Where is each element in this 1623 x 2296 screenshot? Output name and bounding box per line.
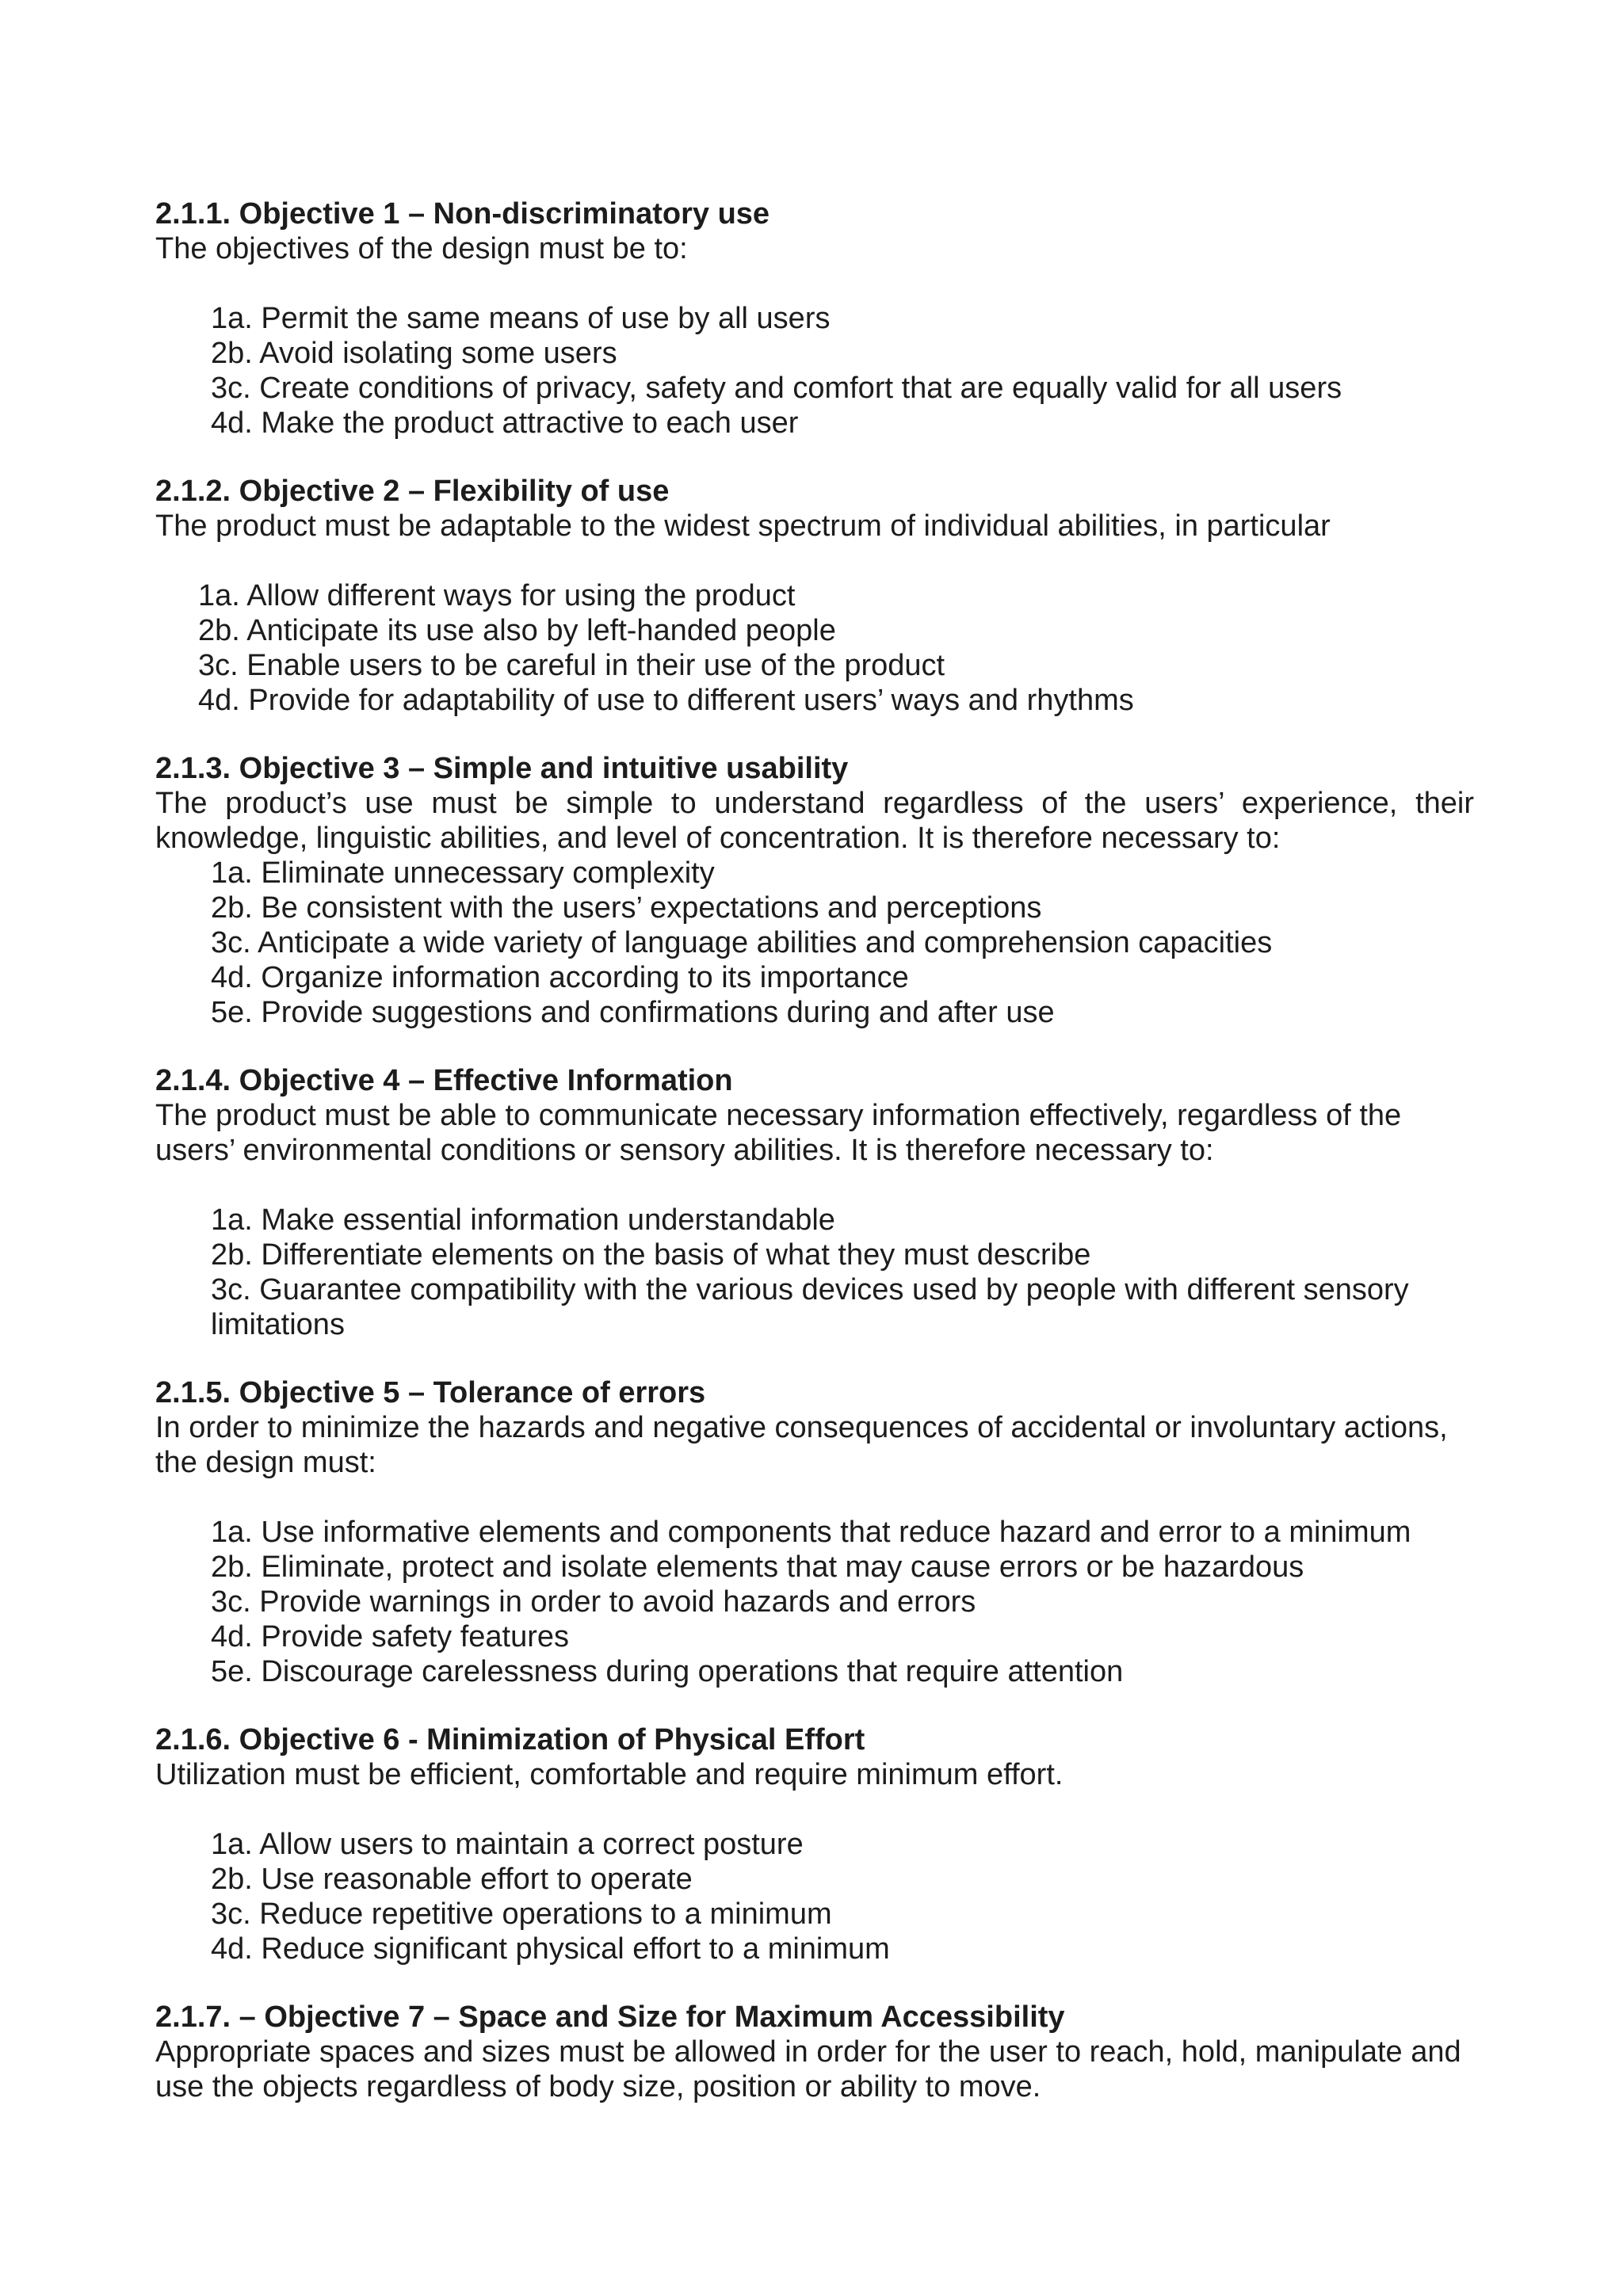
- list-item: 2b. Eliminate, protect and isolate elements that may cause errors or be hazardous: [211, 1550, 1304, 1584]
- objective-list: [155, 578, 1474, 718]
- list-item: 1a. Permit the same means of use by all users: [211, 302, 831, 335]
- document-body: [155, 196, 1474, 2138]
- section-intro: In order to minimize the hazards and negative consequences of accidental or involuntary actions, the design must:: [155, 1411, 1448, 1479]
- section-objective-5: [155, 1375, 1474, 1689]
- objective-list: [155, 301, 1474, 441]
- list-item: 1a. Eliminate unnecessary complexity: [211, 856, 715, 890]
- section-objective-1: [155, 196, 1474, 441]
- list-item: 3c. Enable users to be careful in their use of the product: [198, 649, 945, 682]
- section-heading: 2.1.1. Objective 1 – Non-discriminatory use: [155, 197, 770, 231]
- list-item: 4d. Provide safety features: [211, 1620, 570, 1653]
- section-intro: The objectives of the design must be to:: [155, 232, 688, 265]
- objective-list: [155, 1515, 1474, 1689]
- list-item: 2b. Use reasonable effort to operate: [211, 1863, 693, 1896]
- list-item: 1a. Make essential information understandable: [211, 1203, 835, 1237]
- list-item: 3c. Anticipate a wide variety of language abilities and comprehension capacities: [211, 926, 1273, 959]
- section-intro: Utilization must be efficient, comfortable and require minimum effort.: [155, 1758, 1064, 1791]
- section-heading: 2.1.3. Objective 3 – Simple and intuitive usability: [155, 752, 849, 785]
- list-item: 1a. Use informative elements and components that reduce hazard and error to a minimum: [211, 1516, 1411, 1549]
- list-item: 3c. Provide warnings in order to avoid hazards and errors: [211, 1585, 976, 1619]
- section-intro: The product must be able to communicate necessary information effectively, regardless of the users’ environmental conditions or sensory abilities. It is therefore necessary to:: [155, 1099, 1402, 1167]
- list-item: 5e. Discourage carelessness during operations that require attention: [211, 1655, 1124, 1688]
- section-objective-6: [155, 1722, 1474, 1966]
- section-objective-7: [155, 2000, 1474, 2104]
- section-heading: 2.1.2. Objective 2 – Flexibility of use: [155, 475, 670, 508]
- list-item: 3c. Guarantee compatibility with the various devices used by people with different sensory limitations: [211, 1273, 1409, 1341]
- section-objective-2: [155, 474, 1474, 718]
- section-intro: The product must be adaptable to the widest spectrum of individual abilities, in particular: [155, 509, 1331, 543]
- section-objective-3: [155, 751, 1474, 1030]
- objective-list: [155, 1827, 1474, 1966]
- list-item: 5e. Provide suggestions and confirmations during and after use: [211, 996, 1055, 1029]
- section-heading: 2.1.7. – Objective 7 – Space and Size for Maximum Accessibility: [155, 2000, 1065, 2034]
- list-item: 4d. Reduce significant physical effort to a minimum: [211, 1932, 890, 1966]
- list-item: 4d. Organize information according to its importance: [211, 961, 909, 994]
- section-heading: 2.1.5. Objective 5 – Tolerance of errors: [155, 1376, 706, 1409]
- list-item: 1a. Allow users to maintain a correct posture: [211, 1828, 804, 1861]
- list-item: 3c. Create conditions of privacy, safety and comfort that are equally valid for all users: [211, 372, 1342, 405]
- objective-list: [155, 1203, 1474, 1342]
- section-heading: 2.1.6. Objective 6 - Minimization of Physical Effort: [155, 1723, 865, 1756]
- section-heading: 2.1.4. Objective 4 – Effective Information: [155, 1064, 733, 1097]
- list-item: 2b. Avoid isolating some users: [211, 337, 617, 370]
- objective-list: [155, 856, 1474, 1030]
- list-item: 4d. Make the product attractive to each user: [211, 406, 799, 440]
- list-item: 3c. Reduce repetitive operations to a minimum: [211, 1897, 832, 1931]
- section-intro: The product’s use must be simple to understand regardless of the users’ experience, their knowledge, linguistic abilities, and level of concentration. It is therefore necessary to:: [155, 787, 1474, 855]
- list-item: 4d. Provide for adaptability of use to different users’ ways and rhythms: [198, 684, 1134, 717]
- list-item: 2b. Be consistent with the users’ expectations and perceptions: [211, 891, 1042, 925]
- list-item: 2b. Differentiate elements on the basis of what they must describe: [211, 1238, 1091, 1272]
- section-intro: Appropriate spaces and sizes must be allowed in order for the user to reach, hold, manipulate and use the objects regardless of body size, position or ability to move.: [155, 2035, 1461, 2103]
- list-item: 2b. Anticipate its use also by left-handed people: [198, 614, 836, 647]
- section-objective-4: [155, 1063, 1474, 1342]
- list-item: 1a. Allow different ways for using the product: [198, 579, 796, 612]
